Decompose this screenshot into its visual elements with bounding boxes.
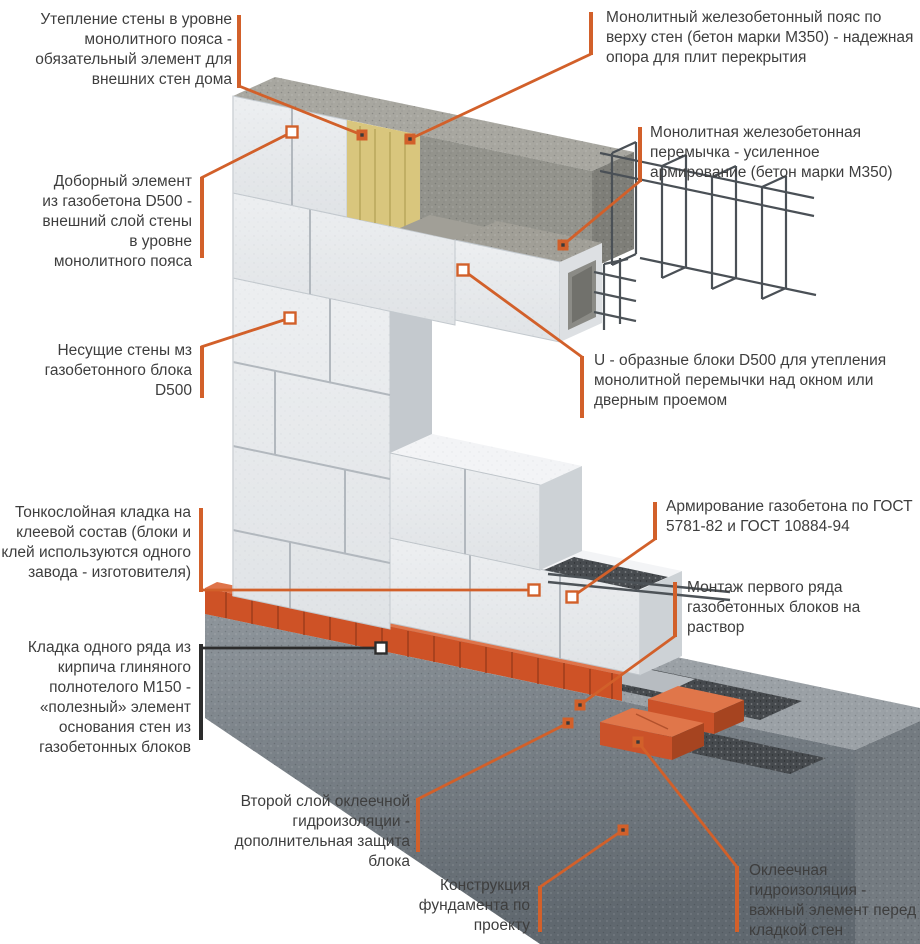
marker-reinforcement (567, 592, 578, 603)
marker-u-block (458, 265, 469, 276)
marker-bearing-wall (285, 313, 296, 324)
label-reinforcement: Армирование газобетона по ГОСТ 5781-82 и ГОСТ 10884-94 (666, 498, 913, 535)
label-thin-joint-masonry: Тонкослойная кладка на клеевой состав (блоки и клей используются одного завода - изготовителя) (1, 504, 191, 581)
label-brick-row: Кладка одного ряда из кирпича глиняного полнотелого М150 - «полезный» элемент основания стен из газобетонных блоков (27, 639, 191, 756)
label-glued-waterproofing: Оклеечная гидроизоляция - важный элемент перед кладкой стен (749, 862, 917, 939)
marker-extra-block (287, 127, 298, 138)
label-extra-block: Доборный элемент из газобетона D500 - внешний слой стены в уровне монолитного пояса (42, 173, 192, 270)
label-bearing-wall: Несущие стены мз газобетонного блока D500 (44, 342, 192, 399)
label-insulation: Утепление стены в уровне монолитного пояса - обязательный элемент для внешних стен дома (35, 11, 232, 88)
leader-bar-dark (199, 644, 203, 740)
marker-brick-row (376, 643, 387, 654)
label-foundation: Конструкция фундамента по проекту (418, 877, 530, 934)
label-second-waterproofing-layer: Второй слой оклеечной гидроизоляции - дополнительная защита блока (234, 793, 410, 870)
marker-thin-joint (529, 585, 540, 596)
label-lintel: Монолитная железобетонная перемычка - усиленное армирование (бетон марки М350) (650, 124, 893, 181)
label-monolithic-belt: Монолитный железобетонный пояс по верху стен (бетон марки М350) - надежная опора для плит перекрытия (606, 9, 914, 66)
label-first-row: Монтаж первого ряда газобетонных блоков на раствор (687, 579, 861, 636)
label-u-blocks: U - образные блоки D500 для утепления монолитной перемычки над окном или дверным проемом (594, 352, 887, 409)
